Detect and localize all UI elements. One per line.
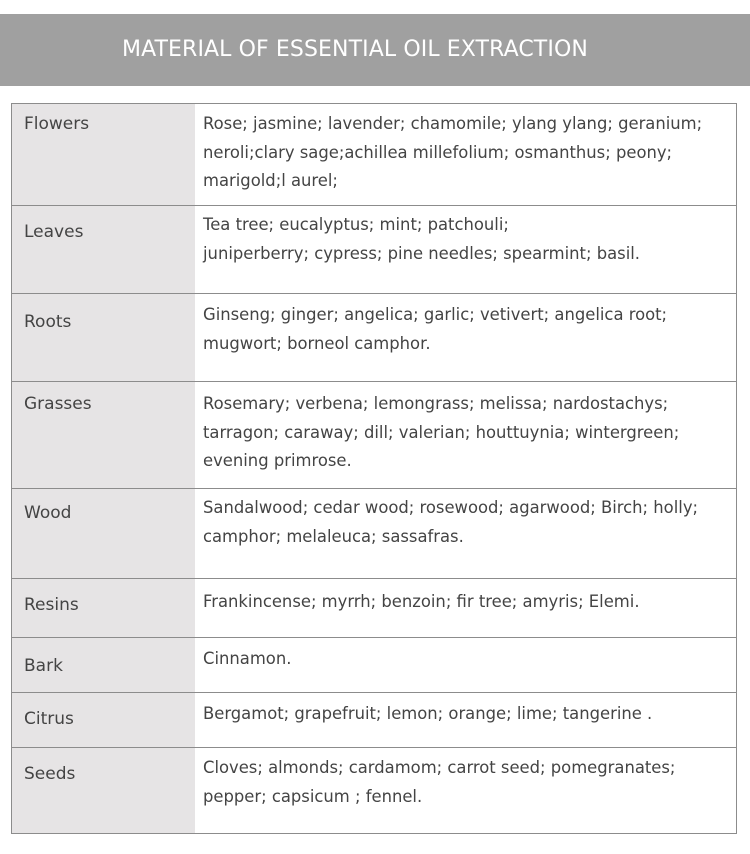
table-row-grasses <box>12 382 736 489</box>
materials-cell <box>195 693 736 747</box>
title-banner <box>0 14 750 86</box>
materials-cell <box>195 748 736 833</box>
category-label: Flowers <box>24 114 90 134</box>
table-row-leaves <box>12 206 736 294</box>
materials-cell <box>195 294 736 381</box>
materials-line: mugwort; borneol camphor. <box>203 333 431 353</box>
category-label: Roots <box>24 312 72 332</box>
materials-line: Tea tree; eucalyptus; mint; patchouli; <box>203 215 509 234</box>
materials-line: Rosemary; verbena; lemongrass; melissa; nardostachys; <box>203 394 669 413</box>
category-cell <box>12 638 195 692</box>
materials-cell <box>195 104 736 205</box>
materials-cell <box>195 382 736 488</box>
category-label: Wood <box>24 503 72 523</box>
materials-line: camphor; melaleuca; sassafras. <box>203 526 464 546</box>
materials-table <box>11 103 737 834</box>
table-row-wood <box>12 489 736 579</box>
category-cell <box>12 693 195 747</box>
materials-line: neroli;clary sage;achillea millefolium; osmanthus; peony; <box>203 142 673 162</box>
table-row-bark <box>12 638 736 693</box>
category-cell <box>12 104 195 205</box>
materials-line: Cloves; almonds; cardamom; carrot seed; pomegranates; <box>203 758 676 777</box>
materials-line: Bergamot; grapefruit; lemon; orange; lime; tangerine . <box>203 704 653 723</box>
materials-cell <box>195 638 736 692</box>
materials-line: tarragon; caraway; dill; valerian; houttuynia; wintergreen; <box>203 422 680 442</box>
table-row-flowers <box>12 104 736 206</box>
table-row-seeds <box>12 748 736 834</box>
page-title: MATERIAL OF ESSENTIAL OIL EXTRACTION <box>122 37 588 62</box>
category-cell <box>12 748 195 833</box>
materials-line: Rose; jasmine; lavender; chamomile; ylang ylang; geranium; <box>203 114 703 133</box>
materials-cell <box>195 489 736 578</box>
category-label: Resins <box>24 595 79 615</box>
materials-line: juniperberry; cypress; pine needles; spearmint; basil. <box>203 243 641 263</box>
category-cell <box>12 489 195 578</box>
category-cell <box>12 294 195 381</box>
category-label: Citrus <box>24 709 74 729</box>
materials-line: pepper; capsicum ; fennel. <box>203 786 423 806</box>
category-cell <box>12 206 195 293</box>
materials-line: Frankincense; myrrh; benzoin; fir tree; amyris; Elemi. <box>203 592 640 611</box>
materials-cell <box>195 206 736 293</box>
table-row-citrus <box>12 693 736 748</box>
table-row-roots <box>12 294 736 382</box>
materials-line: Sandalwood; cedar wood; rosewood; agarwood; Birch; holly; <box>203 498 699 517</box>
materials-line: Ginseng; ginger; angelica; garlic; vetivert; angelica root; <box>203 305 668 324</box>
category-label: Seeds <box>24 764 76 784</box>
category-label: Grasses <box>24 394 92 414</box>
materials-line: marigold;l aurel; <box>203 171 338 190</box>
materials-line: Cinnamon. <box>203 649 292 668</box>
materials-line: evening primrose. <box>203 451 352 470</box>
category-label: Bark <box>24 656 63 676</box>
category-cell <box>12 579 195 637</box>
category-cell <box>12 382 195 488</box>
table-row-resins <box>12 579 736 638</box>
category-label: Leaves <box>24 222 84 242</box>
materials-cell <box>195 579 736 637</box>
